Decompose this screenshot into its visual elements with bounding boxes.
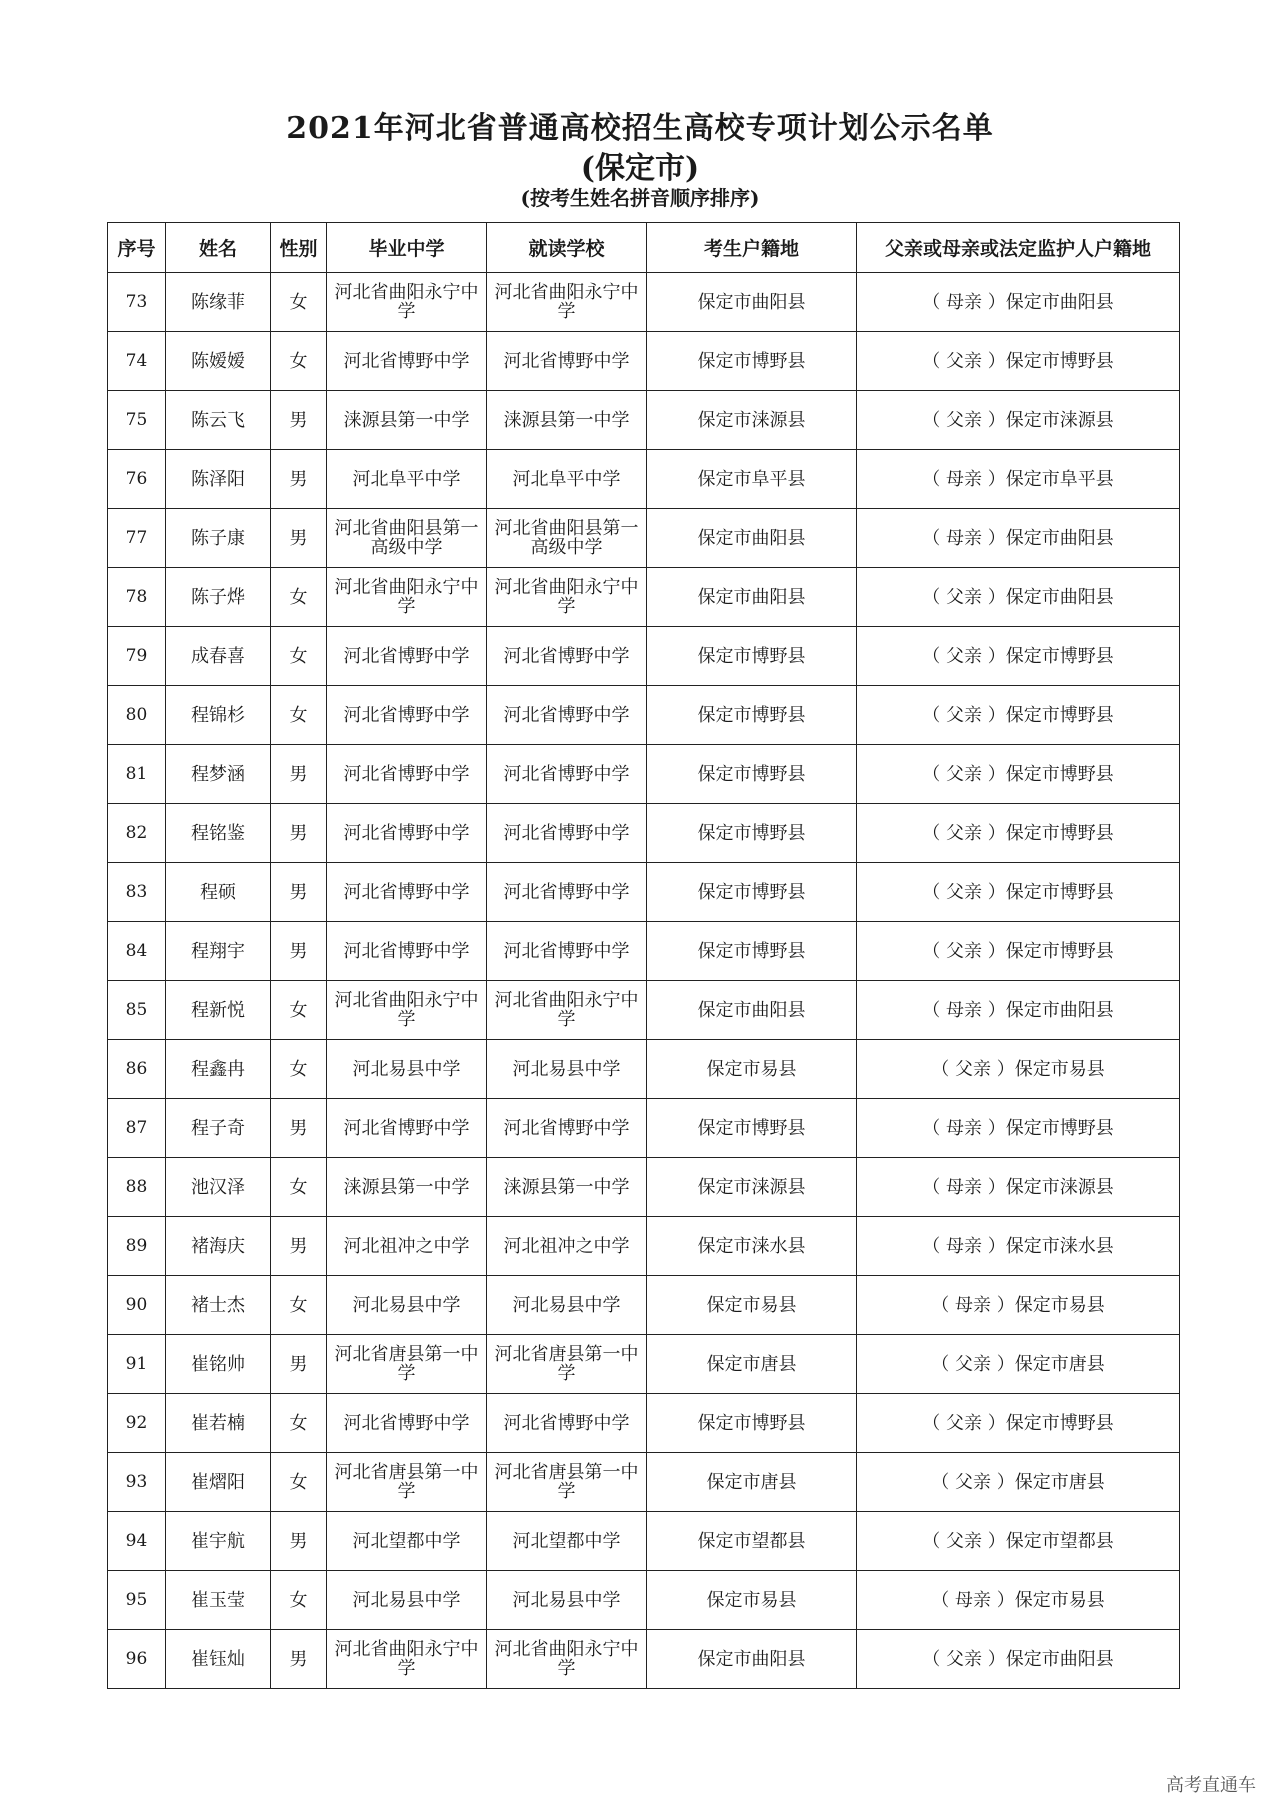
cell-graduation-school: 河北省博野中学 xyxy=(327,804,487,863)
cell-graduation-school: 河北省曲阳县第一高级中学 xyxy=(327,509,487,568)
cell-guardian-hukou: （ 母亲 ）保定市阜平县 xyxy=(857,450,1180,509)
cell-current-school: 河北省曲阳永宁中学 xyxy=(487,981,647,1040)
cell-graduation-school: 河北省曲阳永宁中学 xyxy=(327,273,487,332)
cell-guardian-hukou: （ 父亲 ）保定市博野县 xyxy=(857,627,1180,686)
cell-gender: 女 xyxy=(271,981,327,1040)
guardian-hukou-place: 保定市博野县 xyxy=(1005,704,1114,726)
cell-name: 陈嫒嫒 xyxy=(166,332,271,391)
cell-student-hukou: 保定市博野县 xyxy=(647,1394,857,1453)
cell-student-hukou: 保定市唐县 xyxy=(647,1453,857,1512)
guardian-hukou-place: 保定市曲阳县 xyxy=(1005,1648,1114,1670)
cell-current-school: 河北省博野中学 xyxy=(487,627,647,686)
document-subtitle: (保定市) xyxy=(580,151,700,186)
cell-student-hukou: 保定市曲阳县 xyxy=(647,509,857,568)
cell-graduation-school: 河北阜平中学 xyxy=(327,450,487,509)
guardian-hukou-place: 保定市博野县 xyxy=(1005,645,1114,667)
cell-serial: 96 xyxy=(108,1630,166,1689)
cell-student-hukou: 保定市博野县 xyxy=(647,804,857,863)
cell-gender: 女 xyxy=(271,1571,327,1630)
cell-guardian-hukou: （ 父亲 ）保定市曲阳县 xyxy=(857,568,1180,627)
table-row xyxy=(108,981,1180,1040)
column-header: 毕业中学 xyxy=(327,223,487,273)
cell-guardian-hukou: （ 母亲 ）保定市曲阳县 xyxy=(857,509,1180,568)
cell-graduation-school: 河北祖冲之中学 xyxy=(327,1217,487,1276)
cell-name: 崔钰灿 xyxy=(166,1630,271,1689)
cell-current-school: 河北省曲阳县第一高级中学 xyxy=(487,509,647,568)
sort-note: (按考生姓名拼音顺序排序) xyxy=(520,186,760,210)
cell-gender: 女 xyxy=(271,568,327,627)
guardian-hukou-place: 保定市涞水县 xyxy=(1005,1235,1114,1257)
cell-current-school: 河北省博野中学 xyxy=(487,863,647,922)
cell-serial: 82 xyxy=(108,804,166,863)
document-title: 2021年河北省普通高校招生高校专项计划公示名单 xyxy=(286,111,994,146)
cell-student-hukou: 保定市涞源县 xyxy=(647,391,857,450)
guardian-relation: 父亲 xyxy=(955,1353,991,1375)
cell-serial: 83 xyxy=(108,863,166,922)
guardian-hukou-place: 保定市易县 xyxy=(1014,1058,1105,1080)
cell-student-hukou: 保定市博野县 xyxy=(647,686,857,745)
cell-name: 程鑫冉 xyxy=(166,1040,271,1099)
cell-graduation-school: 河北省博野中学 xyxy=(327,332,487,391)
guardian-relation: 母亲 xyxy=(946,468,982,490)
cell-gender: 男 xyxy=(271,1512,327,1571)
cell-name: 崔宇航 xyxy=(166,1512,271,1571)
guardian-hukou-place: 保定市涞源县 xyxy=(1005,409,1114,431)
cell-name: 褚海庆 xyxy=(166,1217,271,1276)
cell-gender: 女 xyxy=(271,1158,327,1217)
guardian-hukou-place: 保定市望都县 xyxy=(1005,1530,1114,1552)
cell-current-school: 河北易县中学 xyxy=(487,1040,647,1099)
cell-serial: 90 xyxy=(108,1276,166,1335)
cell-graduation-school: 河北望都中学 xyxy=(327,1512,487,1571)
cell-student-hukou: 保定市曲阳县 xyxy=(647,568,857,627)
cell-guardian-hukou: （ 父亲 ）保定市博野县 xyxy=(857,804,1180,863)
cell-student-hukou: 保定市易县 xyxy=(647,1571,857,1630)
column-header: 父亲或母亲或法定监护人户籍地 xyxy=(857,223,1180,273)
cell-current-school: 河北省唐县第一中学 xyxy=(487,1335,647,1394)
cell-graduation-school: 河北省曲阳永宁中学 xyxy=(327,981,487,1040)
guardian-hukou-place: 保定市博野县 xyxy=(1005,940,1114,962)
cell-gender: 男 xyxy=(271,1630,327,1689)
cell-name: 陈泽阳 xyxy=(166,450,271,509)
cell-student-hukou: 保定市博野县 xyxy=(647,745,857,804)
table-row xyxy=(108,568,1180,627)
roster-table xyxy=(107,222,1180,1689)
guardian-relation: 父亲 xyxy=(946,704,982,726)
guardian-relation: 母亲 xyxy=(946,527,982,549)
cell-name: 崔玉莹 xyxy=(166,1571,271,1630)
cell-guardian-hukou: （ 父亲 ）保定市博野县 xyxy=(857,745,1180,804)
cell-serial: 91 xyxy=(108,1335,166,1394)
cell-name: 陈子烨 xyxy=(166,568,271,627)
guardian-hukou-place: 保定市博野县 xyxy=(1005,763,1114,785)
cell-graduation-school: 河北省唐县第一中学 xyxy=(327,1335,487,1394)
cell-gender: 男 xyxy=(271,804,327,863)
cell-student-hukou: 保定市易县 xyxy=(647,1276,857,1335)
guardian-hukou-place: 保定市唐县 xyxy=(1014,1353,1105,1375)
column-header: 就读学校 xyxy=(487,223,647,273)
cell-current-school: 河北省博野中学 xyxy=(487,332,647,391)
cell-name: 池汉泽 xyxy=(166,1158,271,1217)
cell-graduation-school: 河北省博野中学 xyxy=(327,745,487,804)
cell-current-school: 河北省博野中学 xyxy=(487,804,647,863)
cell-student-hukou: 保定市曲阳县 xyxy=(647,981,857,1040)
cell-graduation-school: 河北省博野中学 xyxy=(327,922,487,981)
cell-name: 崔铭帅 xyxy=(166,1335,271,1394)
guardian-relation: 父亲 xyxy=(955,1058,991,1080)
guardian-hukou-place: 保定市博野县 xyxy=(1005,881,1114,903)
cell-serial: 92 xyxy=(108,1394,166,1453)
guardian-hukou-place: 保定市博野县 xyxy=(1005,822,1114,844)
cell-name: 褚士杰 xyxy=(166,1276,271,1335)
guardian-relation: 父亲 xyxy=(946,350,982,372)
cell-name: 程翔宇 xyxy=(166,922,271,981)
cell-serial: 95 xyxy=(108,1571,166,1630)
cell-current-school: 河北易县中学 xyxy=(487,1571,647,1630)
guardian-relation: 母亲 xyxy=(946,291,982,313)
cell-guardian-hukou: （ 母亲 ）保定市涞水县 xyxy=(857,1217,1180,1276)
guardian-hukou-place: 保定市易县 xyxy=(1014,1294,1105,1316)
cell-current-school: 涞源县第一中学 xyxy=(487,391,647,450)
cell-name: 成春喜 xyxy=(166,627,271,686)
cell-serial: 87 xyxy=(108,1099,166,1158)
cell-guardian-hukou: （ 父亲 ）保定市易县 xyxy=(857,1040,1180,1099)
guardian-relation: 母亲 xyxy=(955,1589,991,1611)
cell-current-school: 河北易县中学 xyxy=(487,1276,647,1335)
guardian-relation: 父亲 xyxy=(946,881,982,903)
cell-serial: 85 xyxy=(108,981,166,1040)
cell-guardian-hukou: （ 父亲 ）保定市望都县 xyxy=(857,1512,1180,1571)
cell-guardian-hukou: （ 母亲 ）保定市博野县 xyxy=(857,1099,1180,1158)
cell-gender: 男 xyxy=(271,1217,327,1276)
column-header: 考生户籍地 xyxy=(647,223,857,273)
cell-name: 程梦涵 xyxy=(166,745,271,804)
table-row xyxy=(108,1512,1180,1571)
cell-guardian-hukou: （ 母亲 ）保定市易县 xyxy=(857,1571,1180,1630)
guardian-hukou-place: 保定市涞源县 xyxy=(1005,1176,1114,1198)
table-row xyxy=(108,686,1180,745)
cell-name: 崔熠阳 xyxy=(166,1453,271,1512)
cell-serial: 86 xyxy=(108,1040,166,1099)
cell-guardian-hukou: （ 父亲 ）保定市博野县 xyxy=(857,863,1180,922)
guardian-relation: 母亲 xyxy=(946,1235,982,1257)
guardian-relation: 父亲 xyxy=(946,1412,982,1434)
cell-student-hukou: 保定市博野县 xyxy=(647,922,857,981)
cell-graduation-school: 河北省博野中学 xyxy=(327,627,487,686)
cell-current-school: 河北省曲阳永宁中学 xyxy=(487,568,647,627)
table-row xyxy=(108,1217,1180,1276)
table-row xyxy=(108,1630,1180,1689)
cell-current-school: 河北省博野中学 xyxy=(487,1099,647,1158)
cell-name: 程铭鉴 xyxy=(166,804,271,863)
guardian-relation: 父亲 xyxy=(946,645,982,667)
cell-serial: 81 xyxy=(108,745,166,804)
guardian-relation: 父亲 xyxy=(955,1471,991,1493)
cell-gender: 男 xyxy=(271,1099,327,1158)
cell-name: 程硕 xyxy=(166,863,271,922)
cell-current-school: 河北阜平中学 xyxy=(487,450,647,509)
table-body xyxy=(108,273,1180,1689)
guardian-hukou-place: 保定市唐县 xyxy=(1014,1471,1105,1493)
cell-graduation-school: 河北省博野中学 xyxy=(327,1099,487,1158)
cell-guardian-hukou: （ 父亲 ）保定市博野县 xyxy=(857,922,1180,981)
guardian-relation: 母亲 xyxy=(955,1294,991,1316)
table-row xyxy=(108,1453,1180,1512)
cell-serial: 89 xyxy=(108,1217,166,1276)
cell-name: 陈缘菲 xyxy=(166,273,271,332)
cell-name: 程子奇 xyxy=(166,1099,271,1158)
table-row xyxy=(108,1335,1180,1394)
cell-student-hukou: 保定市唐县 xyxy=(647,1335,857,1394)
watermark: 高考直通车 xyxy=(1166,1775,1256,1796)
guardian-relation: 母亲 xyxy=(946,1176,982,1198)
table-row xyxy=(108,450,1180,509)
cell-graduation-school: 河北易县中学 xyxy=(327,1571,487,1630)
cell-student-hukou: 保定市望都县 xyxy=(647,1512,857,1571)
cell-guardian-hukou: （ 母亲 ）保定市曲阳县 xyxy=(857,981,1180,1040)
guardian-hukou-place: 保定市曲阳县 xyxy=(1005,527,1114,549)
cell-current-school: 河北省博野中学 xyxy=(487,686,647,745)
guardian-hukou-place: 保定市曲阳县 xyxy=(1005,999,1114,1021)
cell-graduation-school: 河北省曲阳永宁中学 xyxy=(327,1630,487,1689)
cell-current-school: 河北省曲阳永宁中学 xyxy=(487,273,647,332)
table-row xyxy=(108,509,1180,568)
cell-gender: 男 xyxy=(271,391,327,450)
cell-guardian-hukou: （ 父亲 ）保定市博野县 xyxy=(857,1394,1180,1453)
table-row xyxy=(108,391,1180,450)
cell-gender: 男 xyxy=(271,509,327,568)
table-row xyxy=(108,1571,1180,1630)
cell-gender: 男 xyxy=(271,745,327,804)
cell-name: 陈子康 xyxy=(166,509,271,568)
cell-graduation-school: 河北省唐县第一中学 xyxy=(327,1453,487,1512)
cell-graduation-school: 涞源县第一中学 xyxy=(327,391,487,450)
guardian-relation: 父亲 xyxy=(946,940,982,962)
cell-serial: 78 xyxy=(108,568,166,627)
cell-student-hukou: 保定市博野县 xyxy=(647,863,857,922)
cell-student-hukou: 保定市曲阳县 xyxy=(647,273,857,332)
cell-serial: 74 xyxy=(108,332,166,391)
guardian-hukou-place: 保定市博野县 xyxy=(1005,1117,1114,1139)
cell-serial: 84 xyxy=(108,922,166,981)
cell-current-school: 河北省博野中学 xyxy=(487,745,647,804)
cell-graduation-school: 河北易县中学 xyxy=(327,1276,487,1335)
cell-serial: 76 xyxy=(108,450,166,509)
cell-guardian-hukou: （ 父亲 ）保定市唐县 xyxy=(857,1335,1180,1394)
table-row xyxy=(108,273,1180,332)
cell-guardian-hukou: （ 父亲 ）保定市博野县 xyxy=(857,332,1180,391)
guardian-relation: 父亲 xyxy=(946,586,982,608)
cell-serial: 80 xyxy=(108,686,166,745)
cell-gender: 女 xyxy=(271,1453,327,1512)
cell-student-hukou: 保定市易县 xyxy=(647,1040,857,1099)
table-row xyxy=(108,332,1180,391)
cell-serial: 79 xyxy=(108,627,166,686)
table-row xyxy=(108,627,1180,686)
cell-student-hukou: 保定市曲阳县 xyxy=(647,1630,857,1689)
cell-student-hukou: 保定市阜平县 xyxy=(647,450,857,509)
cell-guardian-hukou: （ 父亲 ）保定市曲阳县 xyxy=(857,1630,1180,1689)
column-header: 序号 xyxy=(108,223,166,273)
cell-guardian-hukou: （ 父亲 ）保定市博野县 xyxy=(857,686,1180,745)
table-header-row xyxy=(108,223,1180,273)
cell-graduation-school: 河北省博野中学 xyxy=(327,686,487,745)
cell-student-hukou: 保定市涞水县 xyxy=(647,1217,857,1276)
cell-current-school: 河北省博野中学 xyxy=(487,1394,647,1453)
guardian-hukou-place: 保定市曲阳县 xyxy=(1005,586,1114,608)
guardian-relation: 父亲 xyxy=(946,409,982,431)
cell-guardian-hukou: （ 母亲 ）保定市易县 xyxy=(857,1276,1180,1335)
cell-gender: 女 xyxy=(271,686,327,745)
cell-gender: 男 xyxy=(271,863,327,922)
cell-name: 程锦杉 xyxy=(166,686,271,745)
cell-graduation-school: 涞源县第一中学 xyxy=(327,1158,487,1217)
table-row xyxy=(108,1099,1180,1158)
cell-name: 崔若楠 xyxy=(166,1394,271,1453)
cell-current-school: 涞源县第一中学 xyxy=(487,1158,647,1217)
cell-guardian-hukou: （ 母亲 ）保定市涞源县 xyxy=(857,1158,1180,1217)
cell-name: 陈云飞 xyxy=(166,391,271,450)
guardian-relation: 父亲 xyxy=(946,763,982,785)
cell-guardian-hukou: （ 母亲 ）保定市曲阳县 xyxy=(857,273,1180,332)
cell-student-hukou: 保定市博野县 xyxy=(647,1099,857,1158)
cell-guardian-hukou: （ 父亲 ）保定市唐县 xyxy=(857,1453,1180,1512)
cell-current-school: 河北祖冲之中学 xyxy=(487,1217,647,1276)
guardian-hukou-place: 保定市曲阳县 xyxy=(1005,291,1114,313)
cell-gender: 女 xyxy=(271,1394,327,1453)
cell-gender: 女 xyxy=(271,273,327,332)
table-row xyxy=(108,1394,1180,1453)
cell-gender: 男 xyxy=(271,922,327,981)
cell-student-hukou: 保定市博野县 xyxy=(647,627,857,686)
column-header: 姓名 xyxy=(166,223,271,273)
cell-current-school: 河北省博野中学 xyxy=(487,922,647,981)
table-row xyxy=(108,1276,1180,1335)
cell-serial: 94 xyxy=(108,1512,166,1571)
cell-current-school: 河北省唐县第一中学 xyxy=(487,1453,647,1512)
cell-gender: 男 xyxy=(271,1335,327,1394)
cell-serial: 75 xyxy=(108,391,166,450)
cell-gender: 女 xyxy=(271,332,327,391)
cell-gender: 女 xyxy=(271,1040,327,1099)
cell-graduation-school: 河北省曲阳永宁中学 xyxy=(327,568,487,627)
cell-serial: 93 xyxy=(108,1453,166,1512)
table-row xyxy=(108,745,1180,804)
cell-serial: 77 xyxy=(108,509,166,568)
table-row xyxy=(108,922,1180,981)
guardian-relation: 父亲 xyxy=(946,1648,982,1670)
cell-graduation-school: 河北省博野中学 xyxy=(327,1394,487,1453)
cell-guardian-hukou: （ 父亲 ）保定市涞源县 xyxy=(857,391,1180,450)
table-row xyxy=(108,863,1180,922)
guardian-hukou-place: 保定市易县 xyxy=(1014,1589,1105,1611)
guardian-relation: 母亲 xyxy=(946,999,982,1021)
guardian-hukou-place: 保定市博野县 xyxy=(1005,350,1114,372)
cell-serial: 88 xyxy=(108,1158,166,1217)
cell-student-hukou: 保定市博野县 xyxy=(647,332,857,391)
column-header: 性别 xyxy=(271,223,327,273)
guardian-relation: 母亲 xyxy=(946,1117,982,1139)
table-row xyxy=(108,1158,1180,1217)
cell-graduation-school: 河北省博野中学 xyxy=(327,863,487,922)
cell-gender: 女 xyxy=(271,1276,327,1335)
guardian-relation: 父亲 xyxy=(946,822,982,844)
table-row xyxy=(108,1040,1180,1099)
cell-graduation-school: 河北易县中学 xyxy=(327,1040,487,1099)
table-row xyxy=(108,804,1180,863)
cell-gender: 男 xyxy=(271,450,327,509)
cell-serial: 73 xyxy=(108,273,166,332)
cell-name: 程新悦 xyxy=(166,981,271,1040)
guardian-relation: 父亲 xyxy=(946,1530,982,1552)
cell-current-school: 河北省曲阳永宁中学 xyxy=(487,1630,647,1689)
cell-gender: 女 xyxy=(271,627,327,686)
guardian-hukou-place: 保定市博野县 xyxy=(1005,1412,1114,1434)
guardian-hukou-place: 保定市阜平县 xyxy=(1005,468,1114,490)
cell-current-school: 河北望都中学 xyxy=(487,1512,647,1571)
cell-student-hukou: 保定市涞源县 xyxy=(647,1158,857,1217)
